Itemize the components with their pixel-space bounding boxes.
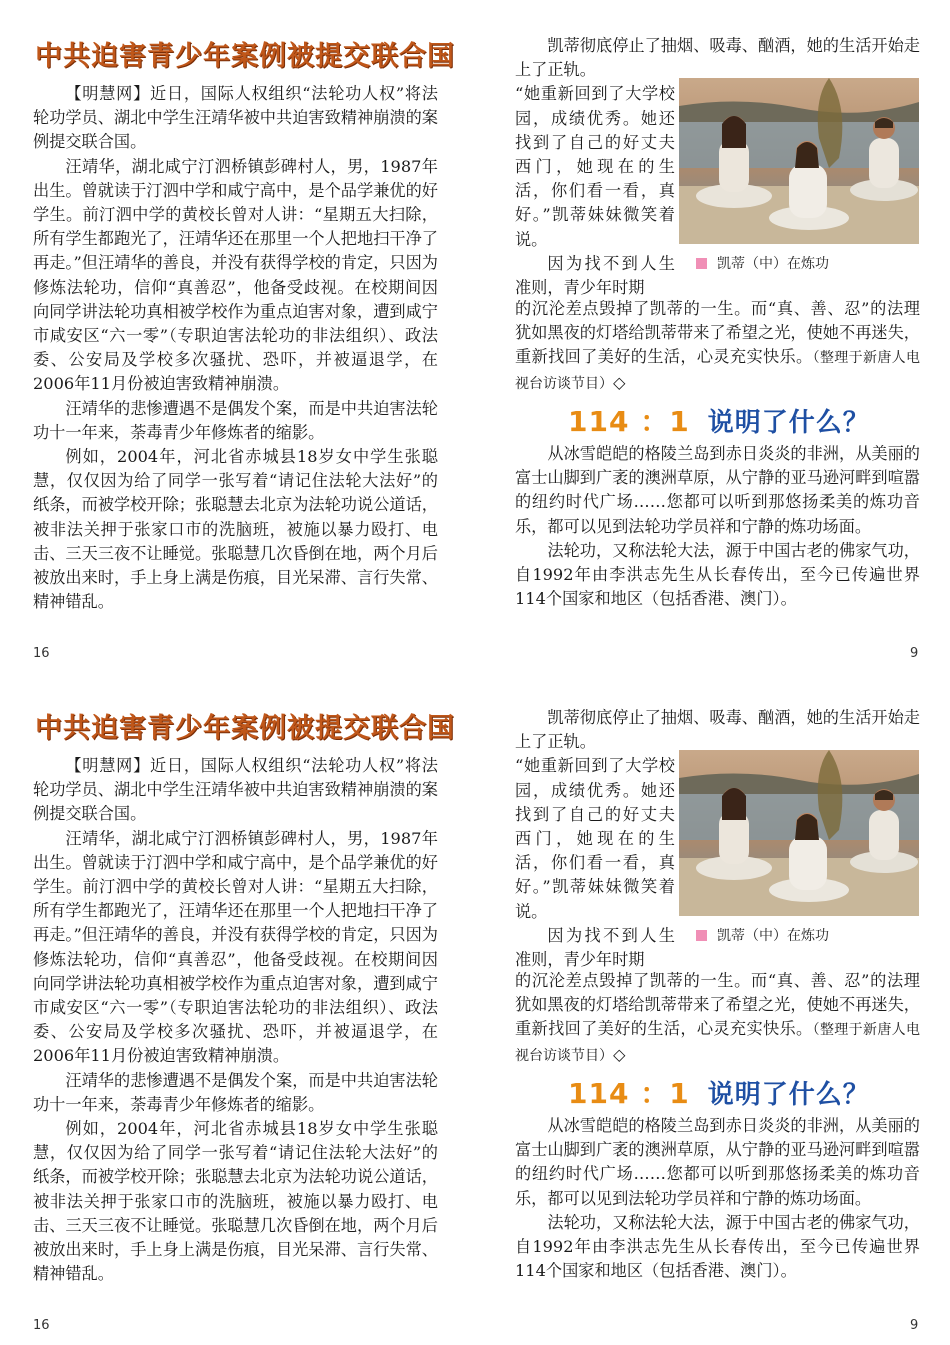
paragraph: 汪靖华的悲惨遭遇不是偶发个案，而是中共迫害法轮功十一年来，荼毒青少年修炼者的缩影。 <box>33 398 438 442</box>
spread-bottom <box>0 672 950 1344</box>
paragraph: 【明慧网】近日，国际人权组织“法轮功人权”将法轮功学员、湖北中学生汪靖华被中共迫害致精神崩溃的案例提交联合国。 <box>33 84 438 152</box>
paragraph: 汪靖华，湖北咸宁汀泗桥镇彭碑村人，男，1987年出生。曾就读于汀泗中学和咸宁高中，是个品学兼优的好学生。前汀泗中学的黄校长曾对人讲：“星期五大扫除，所有学生都跑光了，汪靖华还在那里一个人把地扫干净了再走。”但汪靖华的善良，并没有获得学校的肯定，只因为修炼法轮功，信仰“真善忍”，他备受歧视。在校期间因向同学讲法轮功真相被学校作为重点迫害对象，遭到咸宁市咸安区“六一零”（专职迫害法轮功的非法组织）、政法委、公安局及学校多次骚扰、恐吓，并被逼退学，在2006年11月份被迫害致精神崩溃。 <box>33 156 438 394</box>
section-heading: 114 ：1 说明了什么？ <box>568 405 870 438</box>
left-article-body <box>33 754 438 1286</box>
paragraph: “她重新回到了大学校园，成绩优秀。她还找到了自己的好丈夫西门，她现在的生活，你们看一看，真好。”凯蒂妹妹微笑着说。 <box>515 756 675 921</box>
paragraph: 汪靖华，湖北咸宁汀泗桥镇彭碑村人，男，1987年出生。曾就读于汀泗中学和咸宁高中，是个品学兼优的好学生。前汀泗中学的黄校长曾对人讲：“星期五大扫除，所有学生都跑光了，汪靖华还在那里一个人把地扫干净了再走。”但汪靖华的善良，并没有获得学校的肯定，只因为修炼法轮功，信仰“真善忍”，他备受歧视。在校期间因向同学讲法轮功真相被学校作为重点迫害对象，遭到咸宁市咸安区“六一零”（专职迫害法轮功的非法组织）、政法委、公安局及学校多次骚扰、恐吓，并被逼退学，在2006年11月份被迫害致精神崩溃。 <box>33 828 438 1066</box>
page-number-right: 9 <box>910 1318 919 1333</box>
paragraph: 的沉沦差点毁掉了凯蒂的一生。而“真、善、忍”的法理犹如黑夜的灯塔给凯蒂带来了希望之光，使她不再迷失，重新找回了美好的生活，心灵充实快乐。（整理于新唐人电视台访谈节目）◇ <box>515 299 921 392</box>
paragraph: 的沉沦差点毁掉了凯蒂的一生。而“真、善、忍”的法理犹如黑夜的灯塔给凯蒂带来了希望之光，使她不再迷失，重新找回了美好的生活，心灵充实快乐。（整理于新唐人电视台访谈节目）◇ <box>515 971 921 1064</box>
paragraph: 法轮功，又称法轮大法，源于中国古老的佛家气功，自1992年由李洪志先生从长春传出，至今已传遍世界114个国家和地区（包括香港、澳门）。 <box>515 540 920 609</box>
meditation-photo <box>679 750 919 916</box>
paragraph: 从冰雪皑皑的格陵兰岛到赤日炎炎的非洲，从美丽的富士山脚到广袤的澳洲草原，从宁静的亚马逊河畔到喧嚣的纽约时代广场……您都可以听到那悠扬柔美的炼功音乐，都可以见到法轮功学员祥和宁静的炼功场面。 <box>515 444 920 536</box>
paragraph: 【明慧网】近日，国际人权组织“法轮功人权”将法轮功学员、湖北中学生汪靖华被中共迫害致精神崩溃的案例提交联合国。 <box>33 756 438 824</box>
paragraph: 例如，2004年，河北省赤城县18岁女中学生张聪慧，仅仅因为给了同学一张写着“请记住法轮大法好”的纸条，而被学校开除；张聪慧去北京为法轮功说公道话，被非法关押于张家口市的洗脑班，被施以暴力殴打、电击、三天三夜不让睡觉。张聪慧几次昏倒在地，两个月后被放出来时，手上身上满是伤痕，目光呆滞、言行失常、精神错乱。 <box>33 447 438 612</box>
page-number-left: 16 <box>33 646 50 661</box>
page-number-left: 16 <box>33 1318 50 1333</box>
caption-marker-icon <box>696 930 707 941</box>
page-number-right: 9 <box>910 646 919 661</box>
caption-marker-icon <box>696 258 707 269</box>
photo-caption: 凯蒂（中）在炼功 <box>696 925 829 945</box>
paragraph: 从冰雪皑皑的格陵兰岛到赤日炎炎的非洲，从美丽的富士山脚到广袤的澳洲草原，从宁静的亚马逊河畔到喧嚣的纽约时代广场……您都可以听到那悠扬柔美的炼功音乐，都可以见到法轮功学员祥和宁静的炼功场面。 <box>515 1116 920 1208</box>
left-article-body <box>33 82 438 614</box>
paragraph: 因为找不到人生准则，青少年时期 <box>515 253 675 298</box>
article-title: 中共迫害青少年案例被提交联合国 <box>35 41 455 72</box>
paragraph: 凯蒂彻底停止了抽烟、吸毒、酗酒，她的生活开始走上了正轨。 <box>515 36 920 80</box>
meditation-photo <box>679 78 919 244</box>
spread-top <box>0 0 950 672</box>
paragraph: “她重新回到了大学校园，成绩优秀。她还找到了自己的好丈夫西门，她现在的生活，你们看一看，真好。”凯蒂妹妹微笑着说。 <box>515 84 675 249</box>
section-body <box>515 1114 920 1283</box>
right-article-continuation <box>515 297 920 396</box>
photo-caption: 凯蒂（中）在炼功 <box>696 253 829 273</box>
paragraph: 汪靖华的悲惨遭遇不是偶发个案，而是中共迫害法轮功十一年来，荼毒青少年修炼者的缩影。 <box>33 1070 438 1114</box>
section-body <box>515 442 920 611</box>
paragraph: 法轮功，又称法轮大法，源于中国古老的佛家气功，自1992年由李洪志先生从长春传出，至今已传遍世界114个国家和地区（包括香港、澳门）。 <box>515 1212 920 1281</box>
paragraph: 例如，2004年，河北省赤城县18岁女中学生张聪慧，仅仅因为给了同学一张写着“请记住法轮大法好”的纸条，而被学校开除；张聪慧去北京为法轮功说公道话，被非法关押于张家口市的洗脑班，被施以暴力殴打、电击、三天三夜不让睡觉。张聪慧几次昏倒在地，两个月后被放出来时，手上身上满是伤痕，目光呆滞、言行失常、精神错乱。 <box>33 1119 438 1284</box>
paragraph: 因为找不到人生准则，青少年时期 <box>515 925 675 970</box>
paragraph: 凯蒂彻底停止了抽烟、吸毒、酗酒，她的生活开始走上了正轨。 <box>515 708 920 752</box>
section-heading: 114 ：1 说明了什么？ <box>568 1077 870 1110</box>
article-title: 中共迫害青少年案例被提交联合国 <box>35 713 455 744</box>
right-article-continuation <box>515 969 920 1068</box>
